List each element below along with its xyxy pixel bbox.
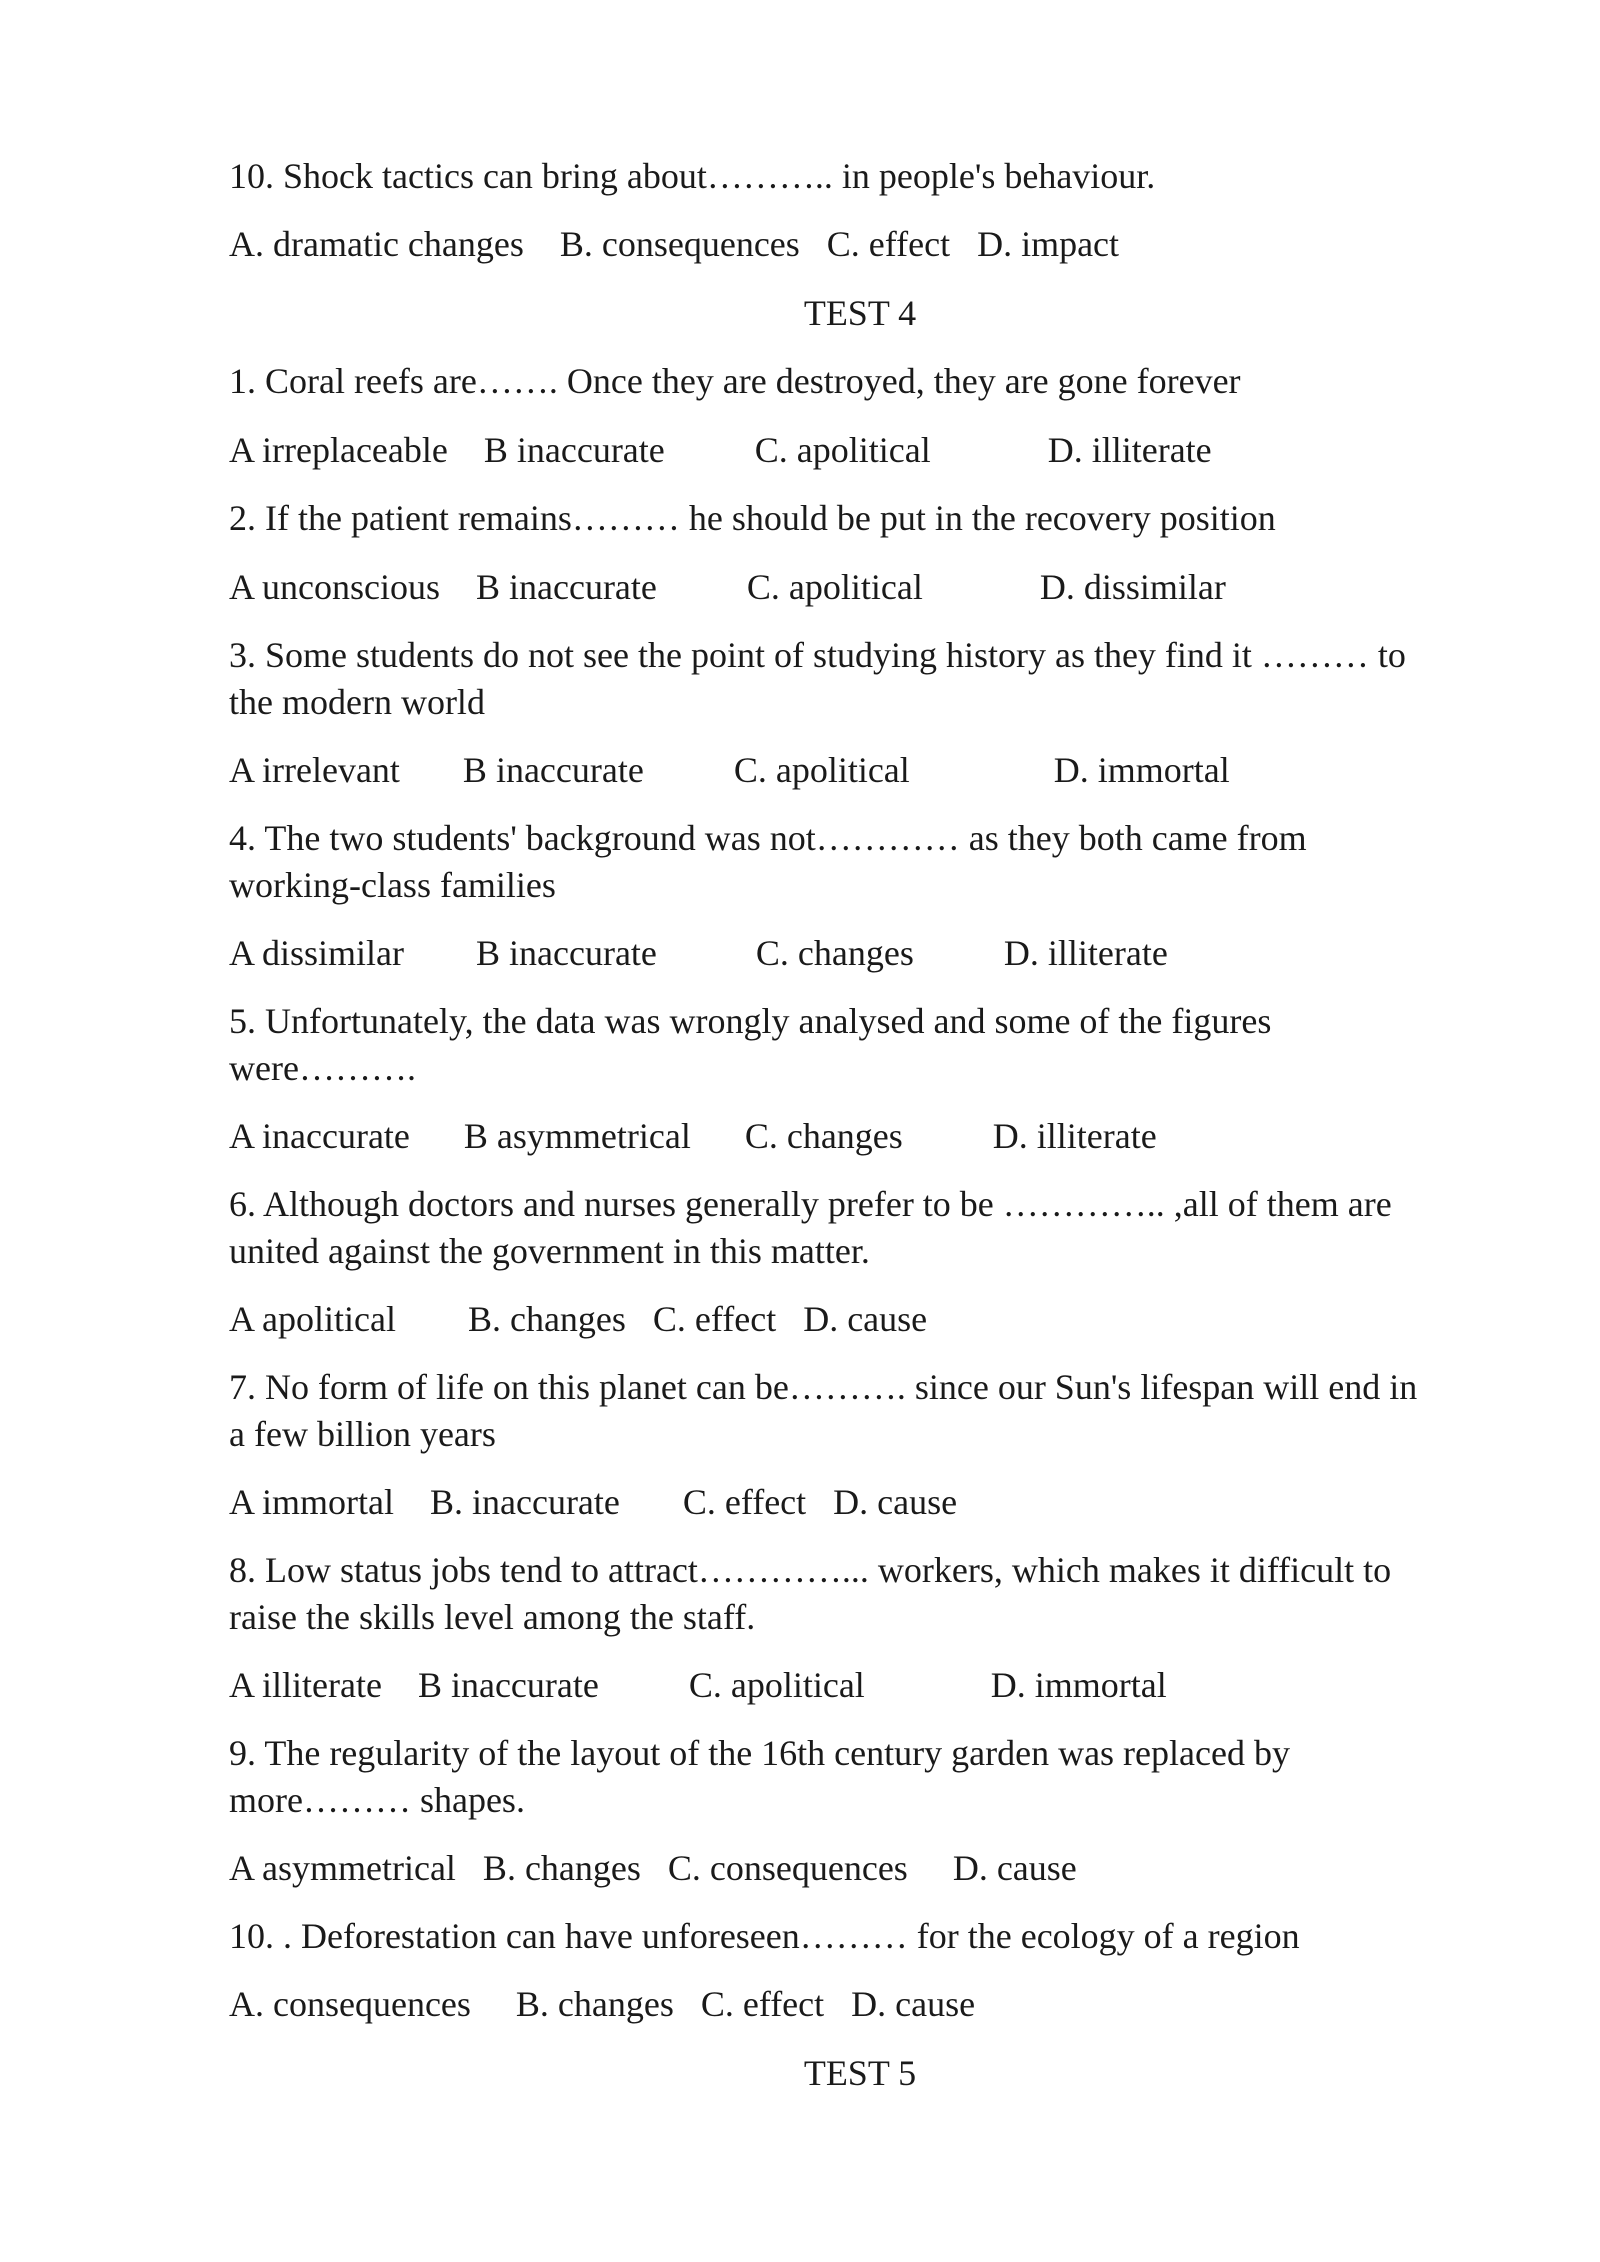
question-10-prompt: 10. Shock tactics can bring about……….. in people's behaviour.	[229, 156, 1156, 196]
question-1-prompt: 1. Coral reefs are……. Once they are destroyed, they are gone forever	[229, 361, 1241, 401]
question-9-prompt: 9. The regularity of the layout of the 16th century garden was replaced by	[229, 1733, 1290, 1773]
question-4-options: A dissimilar B inaccurate C. changes D. illiterate	[229, 933, 1168, 973]
section-heading-test-4: TEST 4	[803, 293, 917, 333]
section-heading-test-5: TEST 5	[803, 2053, 917, 2093]
question-2-prompt: 2. If the patient remains……… he should be put in the recovery position	[229, 498, 1276, 538]
question-10b-options: A. consequences B. changes C. effect D. cause	[229, 1984, 976, 2024]
question-8-options: A illiterate B inaccurate C. apolitical D. immortal	[229, 1665, 1167, 1705]
question-2-options: A unconscious B inaccurate C. apolitical D. dissimilar	[229, 567, 1226, 607]
question-10-options: A. dramatic changes B. consequences C. effect D. impact	[229, 224, 1120, 264]
question-9-prompt-continued: more……… shapes.	[229, 1780, 525, 1820]
question-5-options: A inaccurate B asymmetrical C. changes D. illiterate	[229, 1116, 1157, 1156]
question-7-prompt-continued: a few billion years	[229, 1414, 496, 1454]
question-6-options: A apolitical B. changes C. effect D. cause	[229, 1299, 928, 1339]
question-8-prompt-continued: raise the skills level among the staff.	[229, 1597, 756, 1637]
question-7-options: A immortal B. inaccurate C. effect D. cause	[229, 1482, 958, 1522]
question-10b-prompt: 10. . Deforestation can have unforeseen……… for the ecology of a region	[229, 1916, 1300, 1956]
question-3-options: A irrelevant B inaccurate C. apolitical D. immortal	[229, 750, 1230, 790]
question-5-prompt-continued: were……….	[229, 1048, 416, 1088]
question-1-options: A irreplaceable B inaccurate C. apolitical D. illiterate	[229, 430, 1212, 470]
question-8-prompt: 8. Low status jobs tend to attract…………... workers, which makes it difficult to	[229, 1550, 1392, 1590]
question-4-prompt: 4. The two students' background was not………… as they both came from	[229, 818, 1307, 858]
question-6-prompt: 6. Although doctors and nurses generally prefer to be ………….. ,all of them are	[229, 1184, 1392, 1224]
question-6-prompt-continued: united against the government in this matter.	[229, 1231, 870, 1271]
question-3-prompt: 3. Some students do not see the point of studying history as they find it ……… to	[229, 635, 1406, 675]
question-5-prompt: 5. Unfortunately, the data was wrongly analysed and some of the figures	[229, 1001, 1272, 1041]
question-9-options: A asymmetrical B. changes C. consequences D. cause	[229, 1848, 1077, 1888]
question-4-prompt-continued: working-class families	[229, 865, 556, 905]
question-3-prompt-continued: the modern world	[229, 682, 485, 722]
question-7-prompt: 7. No form of life on this planet can be………. since our Sun's lifespan will end in	[229, 1367, 1418, 1407]
